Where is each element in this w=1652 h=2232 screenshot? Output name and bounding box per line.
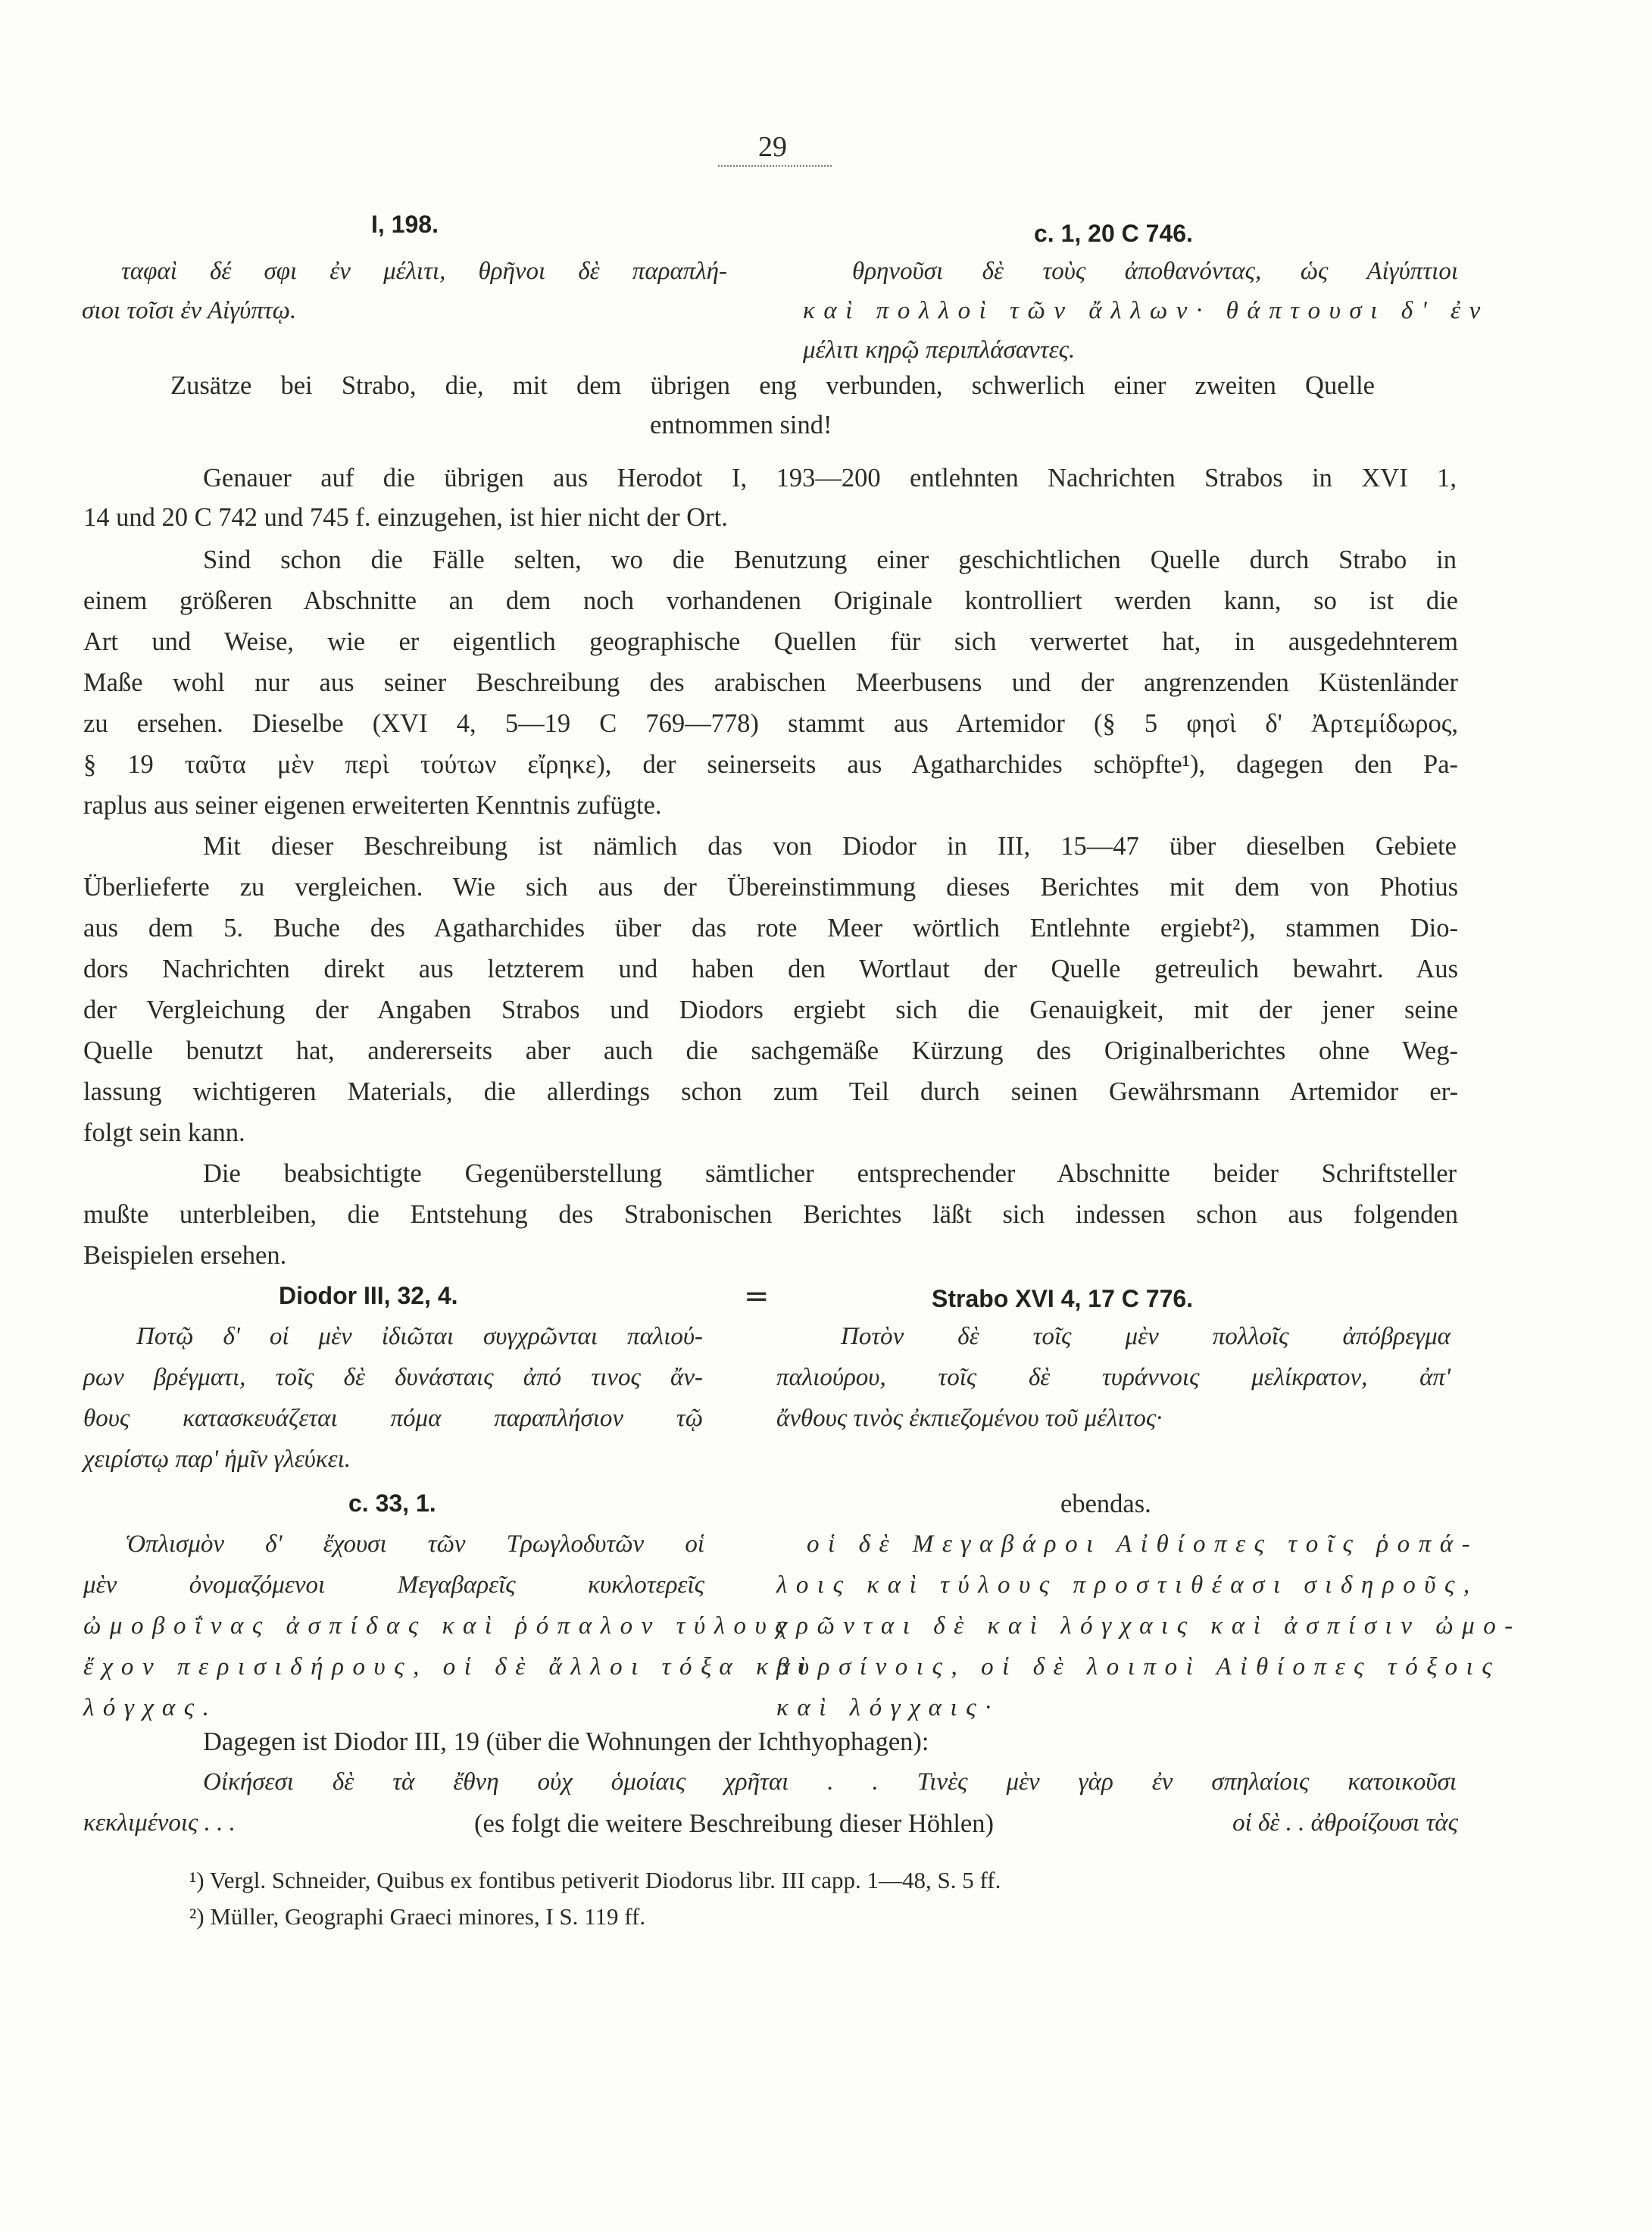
section3-left-greek-line: Ὁπλισμὸν δ' ἔχουσι τῶν Τρωγλοδυτῶν οἱ bbox=[125, 1530, 704, 1558]
section2-left-heading: Diodor III, 32, 4. bbox=[279, 1282, 458, 1309]
section3-left-greek-line: μὲν ὀνομαζόμενοι Μεγαβαρεῖς κυκλοτερεῖς bbox=[83, 1571, 704, 1599]
section3-left-heading: c. 33, 1. bbox=[348, 1490, 436, 1517]
para3-line: § 19 ταῦτα μὲν περὶ τούτων εἴρηκε), der seinerseits aus Agatharchides schöpfte¹), dagegen den Pa- bbox=[83, 750, 1458, 779]
section2-right-heading: Strabo XVI 4, 17 C 776. bbox=[932, 1285, 1194, 1312]
para1-line: entnommen sind! bbox=[650, 411, 832, 439]
section2-left-greek-line: Ποτῷ δ' οἱ μὲν ἰδιῶται συγχρῶνται παλιού- bbox=[136, 1323, 703, 1350]
para6-line: Dagegen ist Diodor III, 19 (über die Wohnungen der Ichthyophagen): bbox=[203, 1727, 929, 1756]
para1-line: Zusätze bei Strabo, die, mit dem übrigen eng verbunden, schwerlich einer zweiten Quelle bbox=[170, 371, 1375, 400]
section2-left-greek-line: ρων βρέγματι, τοῖς δὲ δυνάσταις ἀπό τινος ἄν- bbox=[83, 1364, 703, 1391]
section2-left-greek-line: χειρίστῳ παρ' ἡμῖν γλεύκει. bbox=[83, 1446, 351, 1473]
para3-line: einem größeren Abschnitte an dem noch vorhandenen Originale kontrolliert werden kann, so ist die bbox=[83, 586, 1458, 615]
section1-left-heading: I, 198. bbox=[371, 211, 439, 238]
page-number-rule bbox=[718, 165, 832, 167]
para4-line: Überlieferte zu vergleichen. Wie sich aus der Übereinstimmung dieses Berichtes mit dem von Photius bbox=[83, 873, 1458, 902]
para3-line: raplus aus seiner eigenen erweiterten Kenntnis zufügte. bbox=[83, 791, 662, 820]
para4-line: der Vergleichung der Angaben Strabos und Diodors ergiebt sich die Genauigkeit, mit der jener seine bbox=[83, 996, 1458, 1024]
section1-right-greek-line: μέλιτι κηρῷ περιπλάσαντες. bbox=[803, 336, 1076, 364]
section3-right-greek-line: καὶ λόγχαις· bbox=[776, 1694, 1000, 1721]
para2-line: 14 und 20 C 742 und 745 f. einzugehen, ist hier nicht der Ort. bbox=[83, 503, 728, 532]
page-number: 29 bbox=[758, 131, 787, 163]
section1-right-greek-line: θρηνοῦσι δὲ τοὺς ἀποθανόντας, ὡς Αἰγύπτιοι bbox=[852, 258, 1458, 285]
section2-right-greek-line: ἄνθους τινὸς ἐκπιεζομένου τοῦ μέλιτος· bbox=[776, 1405, 1163, 1432]
section2-left-greek-line: θους κατασκευάζεται πόμα παραπλήσιον τῷ bbox=[83, 1405, 703, 1432]
para4-line: Mit dieser Beschreibung ist nämlich das von Diodor in III, 15—47 über dieselben Gebiete bbox=[203, 832, 1457, 861]
equals-sign: = bbox=[744, 1279, 770, 1314]
para3-line: Art und Weise, wie er eigentlich geographische Quellen für sich verwertet hat, in ausgedehnterem bbox=[83, 627, 1458, 656]
section1-left-greek-line: ταφαὶ δέ σφι ἐν μέλιτι, θρῆνοι δὲ παραπλή- bbox=[121, 258, 727, 285]
para6-mixed-line bbox=[83, 1809, 1458, 1839]
para6-greek-line: Οἰκήσεσι δὲ τὰ ἔθνη οὐχ ὁμοίαις χρῆται . . Τινὲς μὲν γὰρ ἐν σπηλαίοις κατοικοῦσι bbox=[203, 1768, 1457, 1796]
section3-right-greek-line: χρῶνται δὲ καὶ λόγχαις καὶ ἀσπίσιν ὠμο- bbox=[776, 1612, 1522, 1640]
para4-line: lassung wichtigeren Materials, die allerdings schon zum Teil durch seinen Gewährsmann Artemidor er- bbox=[83, 1077, 1458, 1106]
section3-right-greek-line: λοις καὶ τύλους προστιθέασι σιδηροῦς, bbox=[776, 1571, 1479, 1599]
section2-right-greek-line: Ποτὸν δὲ τοῖς μὲν πολλοῖς ἀπόβρεγμα bbox=[841, 1323, 1451, 1350]
section3-left-greek-line: ὠμοβοΐνας ἀσπίδας καὶ ῥόπαλον τύλους bbox=[83, 1612, 795, 1640]
para4-line: Quelle benutzt hat, andererseits aber auch die sachgemäße Kürzung des Originalberichtes ohne Weg- bbox=[83, 1036, 1458, 1065]
section3-right-heading: ebendas. bbox=[1060, 1490, 1151, 1518]
section3-left-greek-line: ἔχον περισιδήρους, οἱ δὲ ἄλλοι τόξα καὶ bbox=[83, 1653, 815, 1680]
para6-latin-fragment: (es folgt die weitere Beschreibung dieser Höhlen) bbox=[474, 1809, 994, 1838]
para5-line: Die beabsichtigte Gegenüberstellung sämtlicher entsprechender Abschnitte beider Schriftsteller bbox=[203, 1159, 1457, 1188]
para5-line: Beispielen ersehen. bbox=[83, 1241, 287, 1270]
para4-line: aus dem 5. Buche des Agatharchides über das rote Meer wörtlich Entlehnte ergiebt²), stammen Dio- bbox=[83, 914, 1458, 943]
section1-right-heading: c. 1, 20 C 746. bbox=[1034, 220, 1193, 247]
section3-right-greek-line: οἱ δὲ Μεγαβάροι Αἰθίοπες τοῖς ῥοπά- bbox=[807, 1530, 1479, 1558]
para6-greek-fragment: κεκλιμένοις . . . bbox=[83, 1809, 236, 1837]
para4-line: dors Nachrichten direkt aus letzterem und haben den Wortlaut der Quelle getreulich bewahrt. Aus bbox=[83, 955, 1458, 983]
para3-line: zu ersehen. Dieselbe (XVI 4, 5—19 C 769—778) stammt aus Artemidor (§ 5 φησὶ δ' Ἀρτεμίδωρος, bbox=[83, 709, 1458, 738]
para3-line: Sind schon die Fälle selten, wo die Benutzung einer geschichtlichen Quelle durch Strabo in bbox=[203, 545, 1457, 574]
para2-line: Genauer auf die übrigen aus Herodot I, 193—200 entlehnten Nachrichten Strabos in XVI 1, bbox=[203, 464, 1457, 492]
para6-greek-fragment: οἱ δὲ . . ἀθροίζουσι τὰς bbox=[1232, 1809, 1458, 1837]
footnote-2: ²) Müller, Geographi Graeci minores, I S. 119 ff. bbox=[189, 1903, 646, 1930]
footnote-1: ¹) Vergl. Schneider, Quibus ex fontibus petiverit Diodorus libr. III capp. 1—48, S. 5 ff. bbox=[189, 1867, 1001, 1893]
para3-line: Maße wohl nur aus seiner Beschreibung des arabischen Meerbusens und der angrenzenden Küstenländer bbox=[83, 668, 1458, 697]
section3-left-greek-line: λόγχας. bbox=[83, 1694, 218, 1721]
section1-left-greek-line: σιοι τοῖσι ἐν Αἰγύπτῳ. bbox=[82, 297, 297, 324]
section1-right-greek-line: καὶ πολλοὶ τῶν ἄλλων· θάπτουσι δ' ἐν bbox=[803, 297, 1489, 324]
para4-line: folgt sein kann. bbox=[83, 1118, 245, 1147]
section3-right-greek-line: βυρσίνοις, οἱ δὲ λοιποὶ Αἰθίοπες τόξοις bbox=[776, 1653, 1501, 1680]
section2-right-greek-line: παλιούρου, τοῖς δὲ τυράννοις μελίκρατον, ἀπ' bbox=[776, 1364, 1451, 1391]
para5-line: mußte unterbleiben, die Entstehung des Strabonischen Berichtes läßt sich indessen schon aus folgenden bbox=[83, 1200, 1458, 1229]
